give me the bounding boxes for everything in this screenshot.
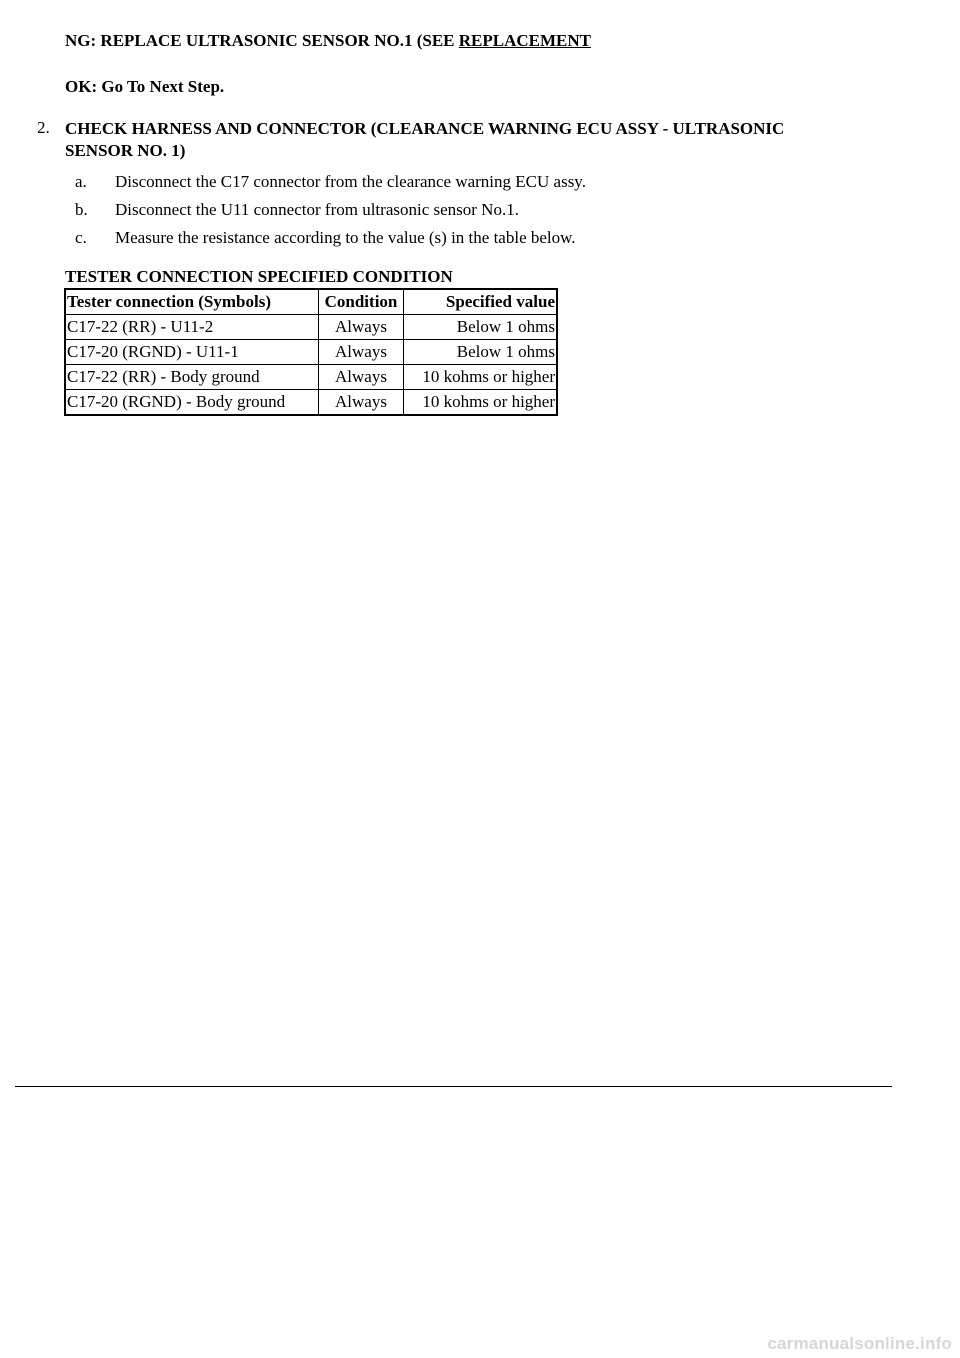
cell-condition: Always [319, 390, 404, 416]
table-row [65, 315, 557, 340]
substep-letter: a. [75, 172, 87, 191]
cell-connection: C17-20 (RGND) - Body ground [65, 390, 319, 416]
table-row [65, 365, 557, 390]
replacement-link[interactable]: REPLACEMENT [458, 31, 591, 50]
table-row [65, 340, 557, 365]
ng-instruction-text: NG: REPLACE ULTRASONIC SENSOR NO.1 (SEE [65, 31, 459, 50]
header-condition: Condition [319, 289, 404, 315]
header-specified-value: Specified value [404, 289, 558, 315]
ng-instruction [65, 31, 591, 51]
cell-condition: Always [319, 315, 404, 340]
cell-connection: C17-22 (RR) - U11-2 [65, 315, 319, 340]
cell-condition: Always [319, 340, 404, 365]
cell-value: Below 1 ohms [404, 340, 558, 365]
cell-connection: C17-20 (RGND) - U11-1 [65, 340, 319, 365]
cell-value: 10 kohms or higher [404, 390, 558, 416]
substep-text: Disconnect the C17 connector from the clearance warning ECU assy. [115, 172, 586, 191]
spec-table [64, 288, 558, 416]
step-number: 2. [37, 118, 50, 137]
table-header-row [65, 289, 557, 315]
horizontal-divider [15, 1086, 892, 1087]
ok-instruction: OK: Go To Next Step. [65, 77, 225, 96]
cell-condition: Always [319, 365, 404, 390]
cell-value: 10 kohms or higher [404, 365, 558, 390]
table-row [65, 390, 557, 416]
step-title: CHECK HARNESS AND CONNECTOR (CLEARANCE WARNING ECU ASSY - ULTRASONIC SENSOR NO. 1) [65, 119, 785, 160]
cell-connection: C17-22 (RR) - Body ground [65, 365, 319, 390]
cell-value: Below 1 ohms [404, 315, 558, 340]
substep-letter: c. [75, 228, 87, 247]
watermark: carmanualsonline.info [767, 1334, 952, 1353]
table-title: TESTER CONNECTION SPECIFIED CONDITION [65, 267, 453, 286]
substep-letter: b. [75, 200, 88, 219]
substep-text: Measure the resistance according to the value (s) in the table below. [115, 228, 576, 247]
header-tester-connection: Tester connection (Symbols) [65, 289, 319, 315]
substep-text: Disconnect the U11 connector from ultrasonic sensor No.1. [115, 200, 519, 219]
